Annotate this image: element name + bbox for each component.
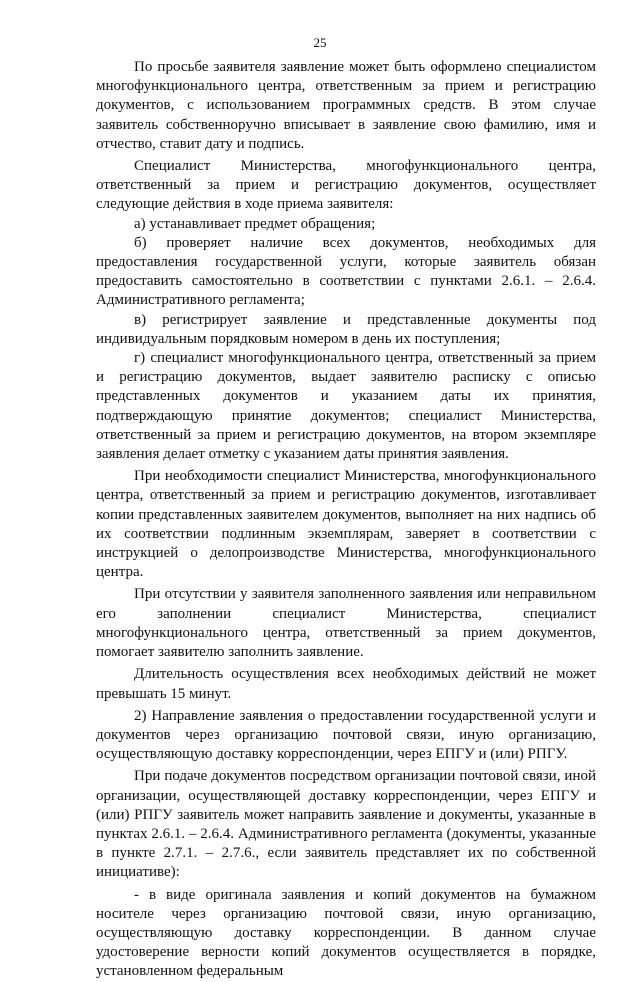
paragraph-specialist-actions: Специалист Министерства, многофункционального центра, ответственный за прием и регистрацию документов, осуществляет следующие действия в ходе приема заявителя: [96,158,596,213]
paragraph-postal-submission: 2) Направление заявления о предоставлении государственной услуги и документов через организацию почтовой связи, иную организацию, осуществляющую доставку корреспонденции, через ЕПГУ и (или) РПГУ. [96,707,596,763]
list-item-b: б) проверяет наличие всех документов, необходимых для предоставления государственной услуги, которые заявитель обязан предоставить самостоятельно в соответствии с пунктами 2.6.1. – 2.6.4. Административного регламента; [96,234,596,309]
list-item-v: в) регистрирует заявление и представленные документы под индивидуальным порядковым номером в день их поступления; [96,311,596,347]
paragraph-paper-originals: - в виде оригинала заявления и копий документов на бумажном носителе через организацию почтовой связи, иную организацию, осуществляющую доставку корреспонденции. В данном случае удостоверение верности копий документов осуществляется в порядке, установленном федеральным [96,886,596,980]
paragraph-copies: При необходимости специалист Министерства, многофункционального центра, ответственный за прием и регистрацию документов, изготавливает копии представленных заявителем документов, выполняет на них надпись об их соответствии подлинным экземплярам, заверяет в соответствии с инструкцией о делопроизводстве Министерства, многофункционального центра. [96,468,596,581]
page-number: 25 [313,35,327,50]
paragraph-duration: Длительность осуществления всех необходимых действий не может превышать 15 минут. [96,666,596,702]
document-body [96,58,596,982]
paragraph-missing-application: При отсутствии у заявителя заполненного заявления или неправильном его заполнении специалист Министерства, специалист многофункционального центра, ответственный за прием документов, помогает заявителю заполнить заявление. [96,586,596,661]
list-item-a: а) устанавливает предмет обращения; [134,215,376,232]
paragraph-submission-documents: При подаче документов посредством организации почтовой связи, иной организации, осуществляющей доставку корреспонденции, через ЕПГУ и (или) РПГУ заявитель может направить заявление и документы, указанные в пунктах 2.6.1. – 2.6.4. Административного регламента (документы, указанные в пункте 2.7.1. – 2.7.6., если заявитель представляет их по собственной инициативе): [96,768,596,881]
paragraph-application-by-specialist: По просьбе заявителя заявление может быть оформлено специалистом многофункционального центра, ответственным за прием и регистрацию документов, с использованием программных средств. В этом случае заявитель собственноручно вписывает в заявление свою фамилию, имя и отчество, ставит дату и подпись. [96,59,596,152]
list-item-g: г) специалист многофункционального центра, ответственный за прием и регистрацию документов, выдает заявителю расписку с описью представленных документов и указанием даты их принятия, подтверждающую принятие документов; специалист Министерства, ответственный за прием и регистрацию документов, на втором экземпляре заявления делает отметку с указанием даты принятия заявления. [96,350,596,463]
